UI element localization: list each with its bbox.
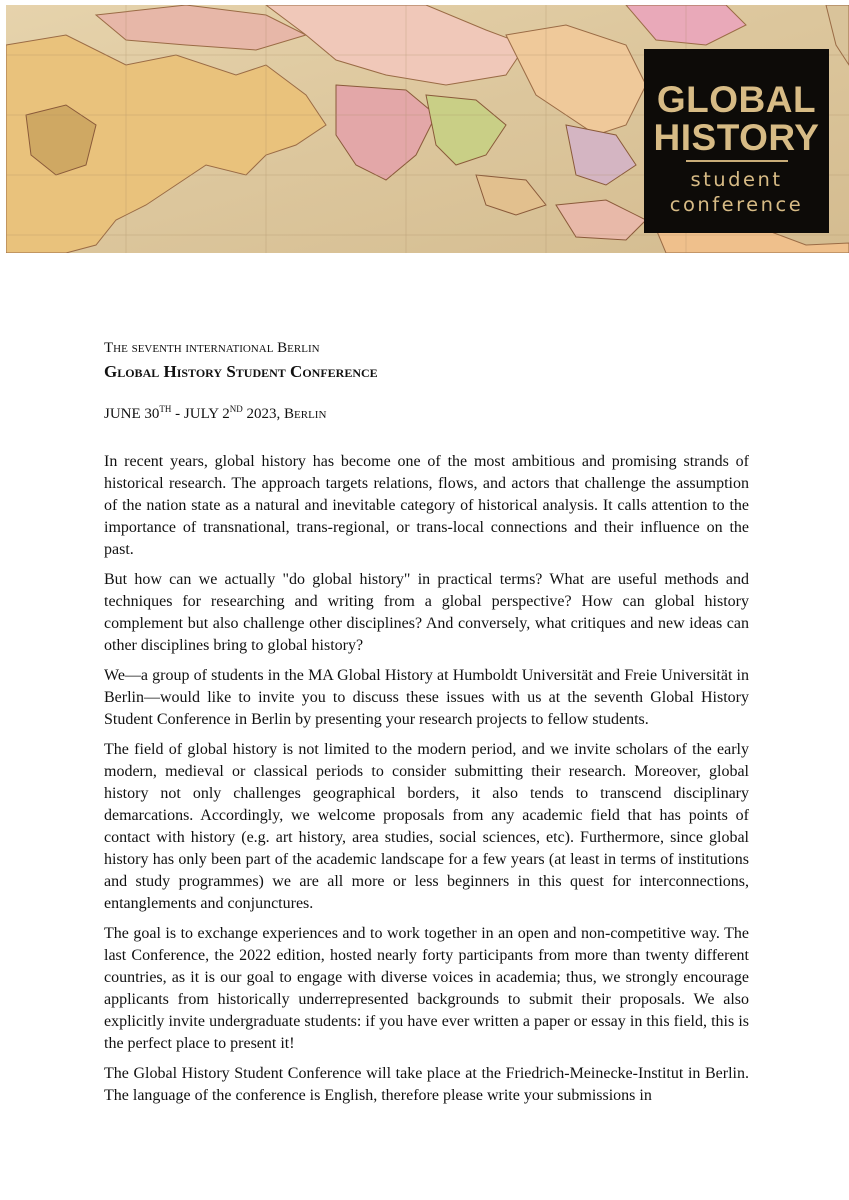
paragraph: In recent years, global history has become one of the most ambitious and promising strands of historical research. The approach targets relations, flows, and actors that challenge the assumption of the nation state as a natural and inevitable category of historical analysis. It calls attention to the importance of transnational, trans-regional, or trans-local connections and their influence on the past. — [104, 453, 749, 558]
end-date: JULY 2 — [183, 406, 230, 422]
year-and-place: 2023, Berlin — [242, 406, 327, 422]
date-separator: - — [171, 406, 184, 422]
logo-text-student: student — [690, 168, 783, 191]
conference-logo — [644, 49, 829, 233]
document-subtitle: The seventh international Berlin — [104, 340, 320, 356]
logo-text-history: HISTORY — [653, 117, 820, 158]
start-date-suffix: TH — [159, 404, 172, 414]
document-body — [104, 451, 749, 1115]
end-date-suffix: ND — [229, 404, 243, 414]
conference-dates — [104, 404, 326, 423]
paragraph: The goal is to exchange experiences and to work together in an open and non-competitive way. The last Conference, the 2022 edition, hosted nearly forty participants from more than twenty different countries, as it is our goal to engage with diverse voices in academia; thus, we strongly encourage applicants from historically underrepresented backgrounds to submit their proposals. We also explicitly invite undergraduate students: if you have ever written a paper or essay in this field, this is the perfect place to present it! — [104, 925, 749, 1052]
logo-text-global: GLOBAL — [656, 79, 817, 120]
paragraph: The Global History Student Conference will take place at the Friedrich-Meinecke-Institut in Berlin. The language of the conference is English, therefore please write your submissions in — [104, 1065, 749, 1104]
paragraph: But how can we actually "do global history" in practical terms? What are useful methods and techniques for researching and writing from a global perspective? How can global history complement but also challenge other disciplines? And conversely, what critiques and new ideas can other disciplines bring to global history? — [104, 571, 749, 654]
header-banner — [6, 5, 849, 253]
paragraph: We—a group of students in the MA Global History at Humboldt Universität and Freie Universität in Berlin—would like to invite you to discuss these issues with us at the seventh Global History Student Conference in Berlin by presenting your research projects to fellow students. — [104, 667, 749, 728]
logo-divider — [686, 160, 788, 162]
start-date: JUNE 30 — [104, 406, 160, 422]
document-title: Global History Student Conference — [104, 362, 378, 381]
paragraph: The field of global history is not limited to the modern period, and we invite scholars of the early modern, medieval or classical periods to consider submitting their research. Moreover, global history not only challenges geographical borders, it also tends to transcend disciplinary demarcations. Accordingly, we welcome proposals from any academic field that has points of contact with history (e.g. art history, area studies, social sciences, etc). Furthermore, since global history has only been part of the academic landscape for a few years (at least in terms of institutions and study programmes) we are all more or less beginners in this quest for interconnections, entanglements and conjunctures. — [104, 741, 749, 912]
logo-text-conference: conference — [669, 193, 804, 216]
